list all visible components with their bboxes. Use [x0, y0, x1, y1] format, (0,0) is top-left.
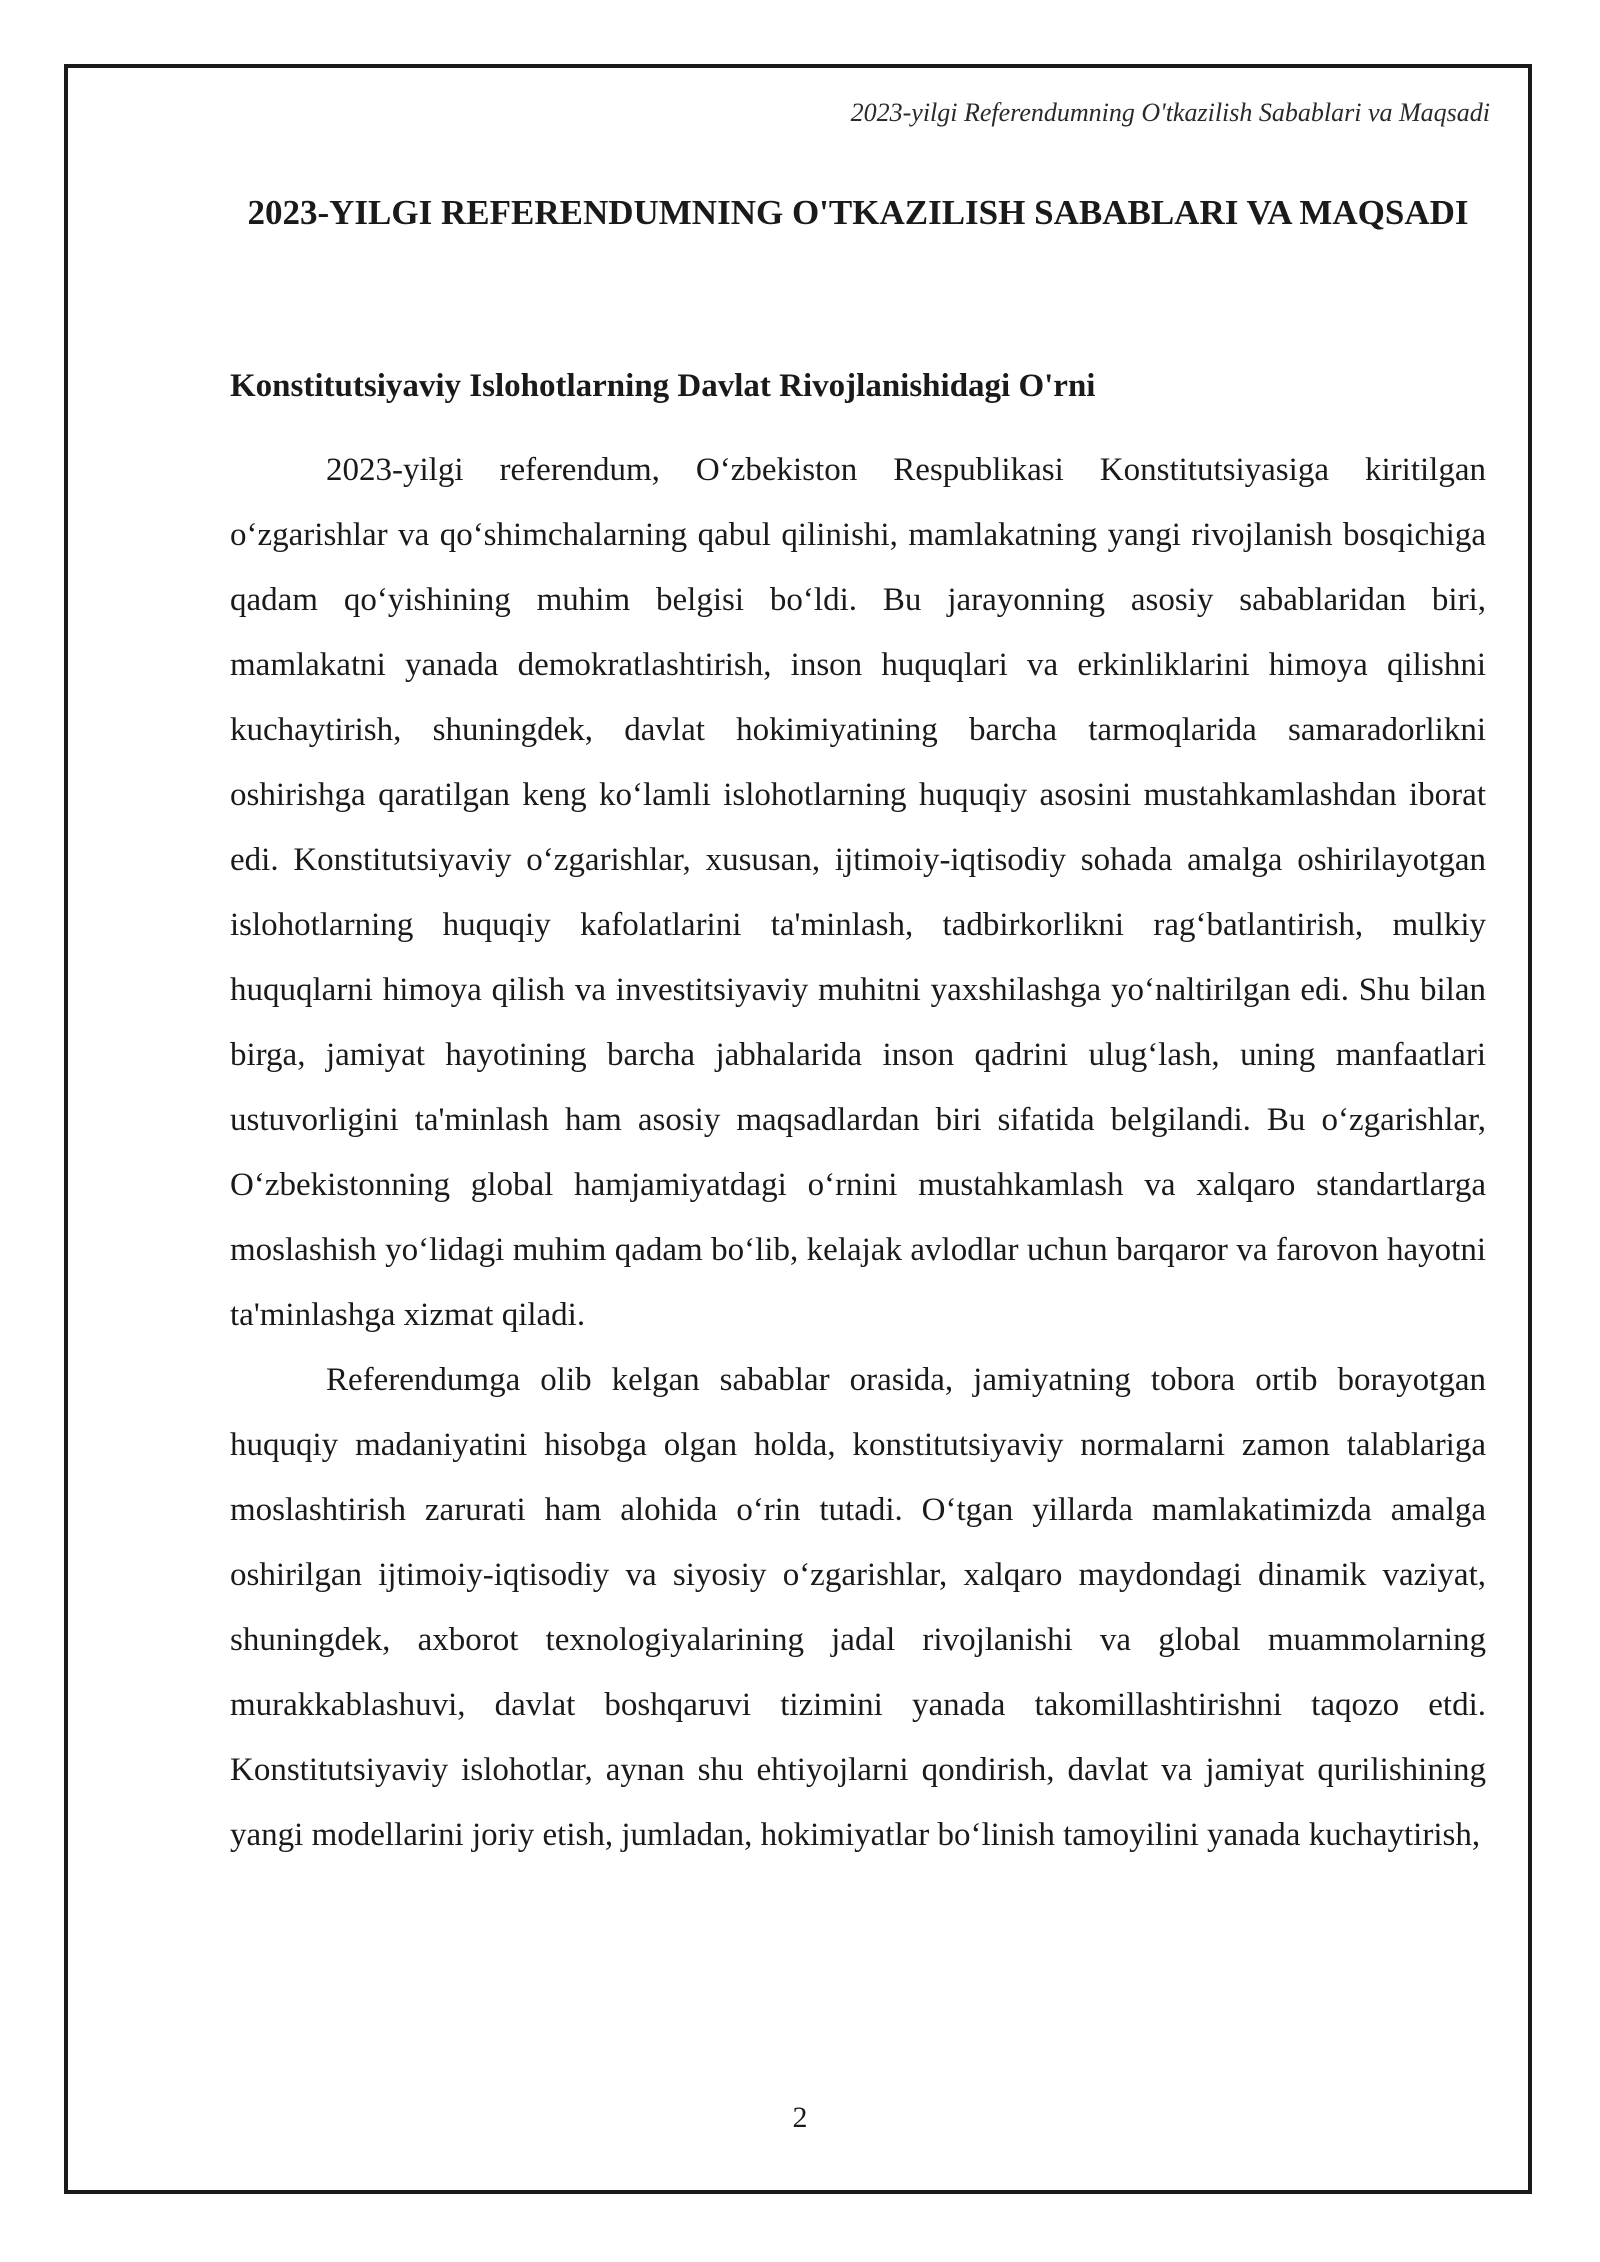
running-header: 2023-yilgi Referendumning O'tkazilish Sabablari va Maqsadi: [850, 98, 1490, 127]
page-number: 2: [792, 2101, 808, 2134]
document-title: 2023-YILGI REFERENDUMNING O'TKAZILISH SABABLARI VA MAQSADI: [247, 193, 1469, 232]
paragraph-2: Referendumga olib kelgan sabablar orasida, jamiyatning tobora ortib borayotgan huquqiy madaniyatini hisobga olgan holda, konstitutsiyaviy normalarni zamon talablariga moslashtirish zarurati ham alohida o‘rin tutadi. O‘tgan yillarda mamlakatimizda amalga oshirilgan ijtimoiy-iqtisodiy va siyosiy o‘zgarishlar, xalqaro maydondagi dinamik vaziyat, shuningdek, axborot texnologiyalarining jadal rivojlanishi va global muammolarning murakkablashuvi, davlat boshqaruvi tizimini yanada takomillashtirishni taqozo etdi. Konstitutsiyaviy islohotlar, aynan shu ehtiyojlarni qondirish, davlat va jamiyat qurilishining yangi modellarini joriy etish, jumladan, hokimiyatlar bo‘linish tamoyilini yanada kuchaytirish,: [230, 1362, 1486, 1853]
paragraph-1: 2023-yilgi referendum, O‘zbekiston Respublikasi Konstitutsiyasiga kiritilgan o‘zgarishlar va qo‘shimchalarning qabul qilinishi, mamlakatning yangi rivojlanish bosqichiga qadam qo‘yishining muhim belgisi bo‘ldi. Bu jarayonning asosiy sabablaridan biri, mamlakatni yanada demokratlashtirish, inson huquqlari va erkinliklarini himoya qilishni kuchaytirish, shuningdek, davlat hokimiyatining barcha tarmoqlarida samaradorlikni oshirishga qaratilgan keng ko‘lamli islohotlarning huquqiy asosini mustahkamlashdan iborat edi. Konstitutsiyaviy o‘zgarishlar, xususan, ijtimoiy-iqtisodiy sohada amalga oshirilayotgan islohotlarning huquqiy kafolatlarini ta'minlash, tadbirkorlikni rag‘batlantirish, mulkiy huquqlarni himoya qilish va investitsiyaviy muhitni yaxshilashga yo‘naltirilgan edi. Shu bilan birga, jamiyat hayotining barcha jabhalarida inson qadrini ulug‘lash, uning manfaatlari ustuvorligini ta'minlash ham asosiy maqsadlardan biri sifatida belgilandi. Bu o‘zgarishlar, O‘zbekistonning global hamjamiyatdagi o‘rnini mustahkamlash va xalqaro standartlarga moslashish yo‘lidagi muhim qadam bo‘lib, kelajak avlodlar uchun barqaror va farovon hayotni ta'minlashga xizmat qiladi.: [230, 452, 1486, 1333]
body-text: [230, 438, 1486, 1868]
section-heading: Konstitutsiyaviy Islohotlarning Davlat Rivojlanishidagi O'rni: [230, 368, 1096, 404]
